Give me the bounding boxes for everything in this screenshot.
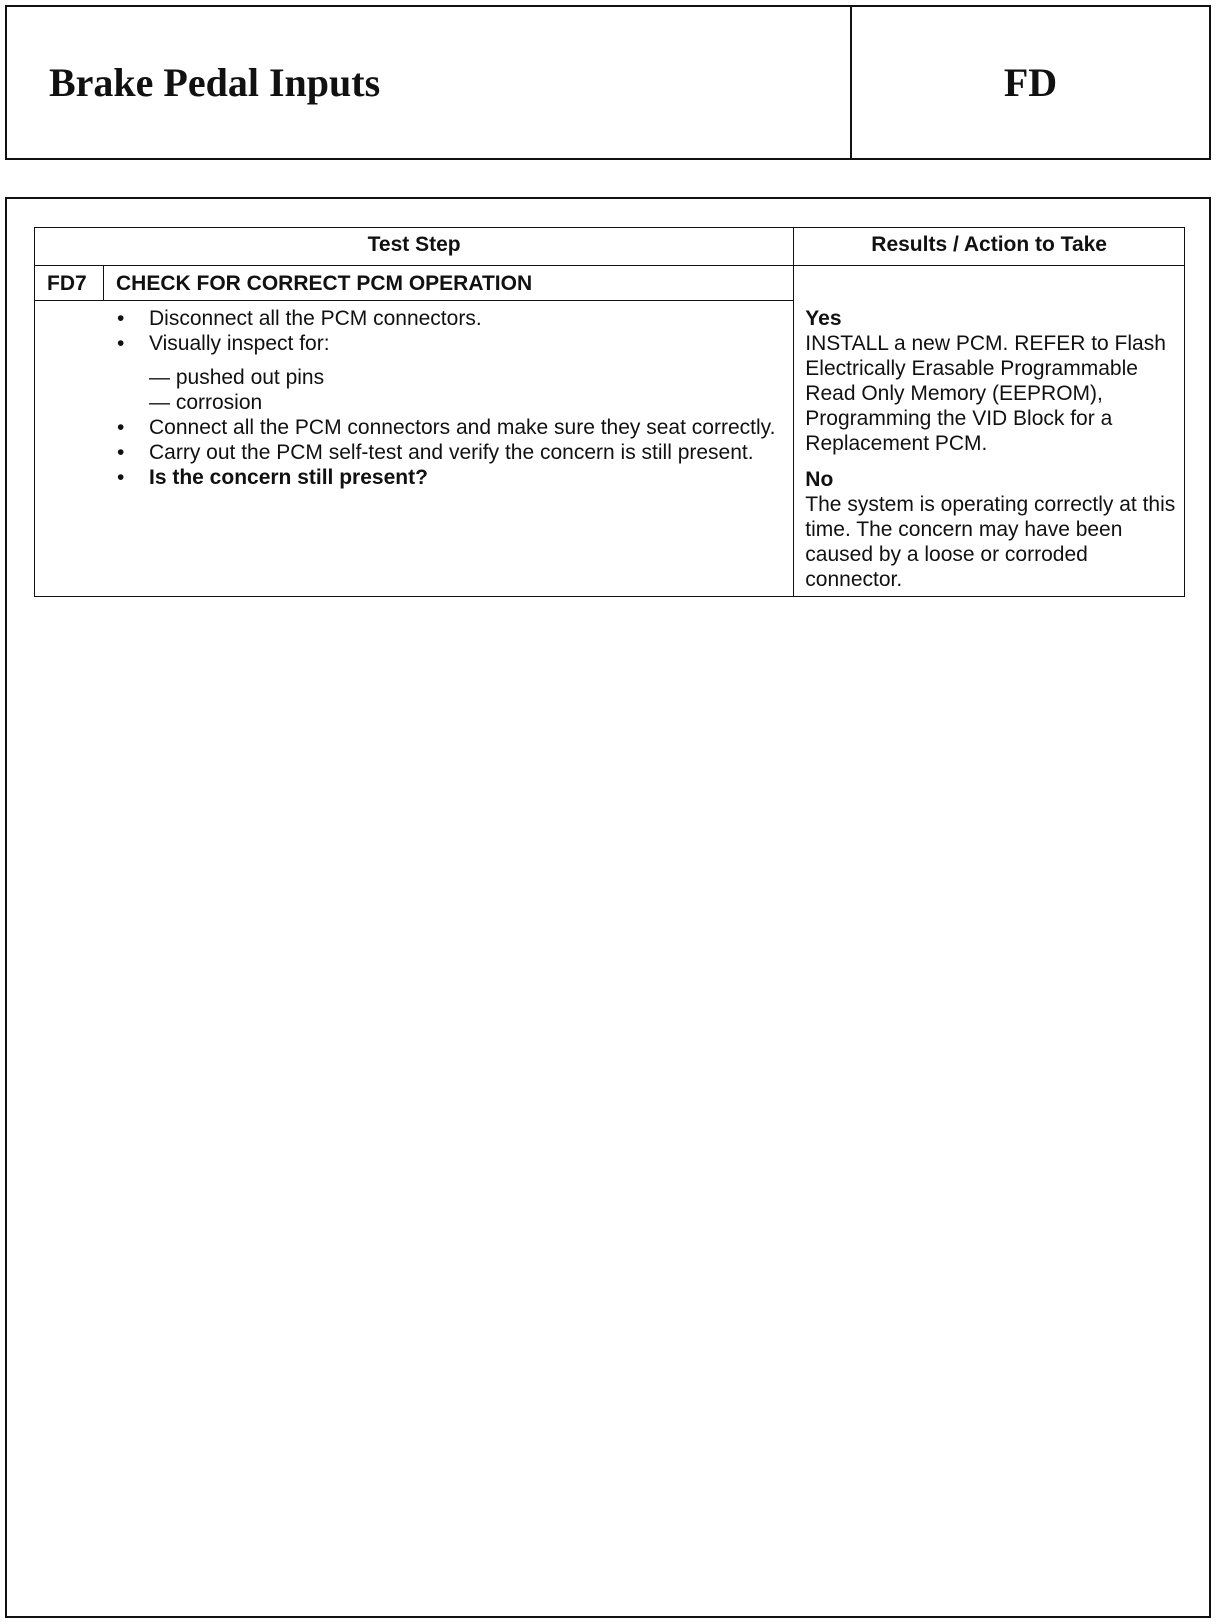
bullet-icon: • (117, 332, 125, 355)
table-header-row (35, 228, 1185, 266)
content-frame (5, 197, 1211, 1618)
instruction-text: Connect all the PCM connectors and make sure they seat correctly. (149, 416, 776, 439)
instruction-text: Carry out the PCM self-test and verify the concern is still present. (149, 441, 754, 464)
step-id: FD7 (35, 266, 104, 300)
instruction-text: Visually inspect for: (149, 332, 330, 355)
result-no-action: The system is operating correctly at this time. The concern may have been caused by a loose or corroded connector. (805, 493, 1176, 591)
bullet-icon: • (117, 466, 125, 489)
list-item (117, 465, 783, 490)
test-step-cell (35, 266, 794, 597)
result-yes-action: INSTALL a new PCM. REFER to Flash Electrically Erasable Programmable Read Only Memory (EEPROM), Programming the VID Block for a Replacement PCM. (805, 332, 1166, 455)
test-step-table (34, 227, 1185, 597)
step-question: Is the concern still present? (149, 466, 428, 489)
list-item (117, 306, 783, 331)
bullet-icon: • (117, 416, 125, 439)
sub-list-item: — pushed out pins (149, 366, 325, 389)
column-header-test-step: Test Step (35, 228, 794, 266)
page-header (5, 5, 1211, 160)
step-heading (35, 266, 793, 301)
list-item (117, 440, 783, 465)
sub-list-item: — corrosion (149, 391, 263, 414)
instruction-text: Disconnect all the PCM connectors. (149, 307, 482, 330)
list-item (117, 331, 783, 415)
bullet-icon: • (117, 307, 125, 330)
sub-list (149, 365, 783, 415)
section-code: FD (1003, 60, 1058, 105)
column-header-results: Results / Action to Take (794, 228, 1185, 266)
result-no-label: No (805, 468, 834, 491)
results-cell (794, 266, 1185, 597)
list-item (117, 415, 783, 440)
step-instructions (35, 301, 793, 562)
result-yes-label: Yes (805, 307, 842, 330)
page-title: Brake Pedal Inputs (7, 7, 852, 158)
step-title: CHECK FOR CORRECT PCM OPERATION (116, 272, 533, 295)
bullet-icon: • (117, 441, 125, 464)
table-row (35, 266, 1185, 597)
